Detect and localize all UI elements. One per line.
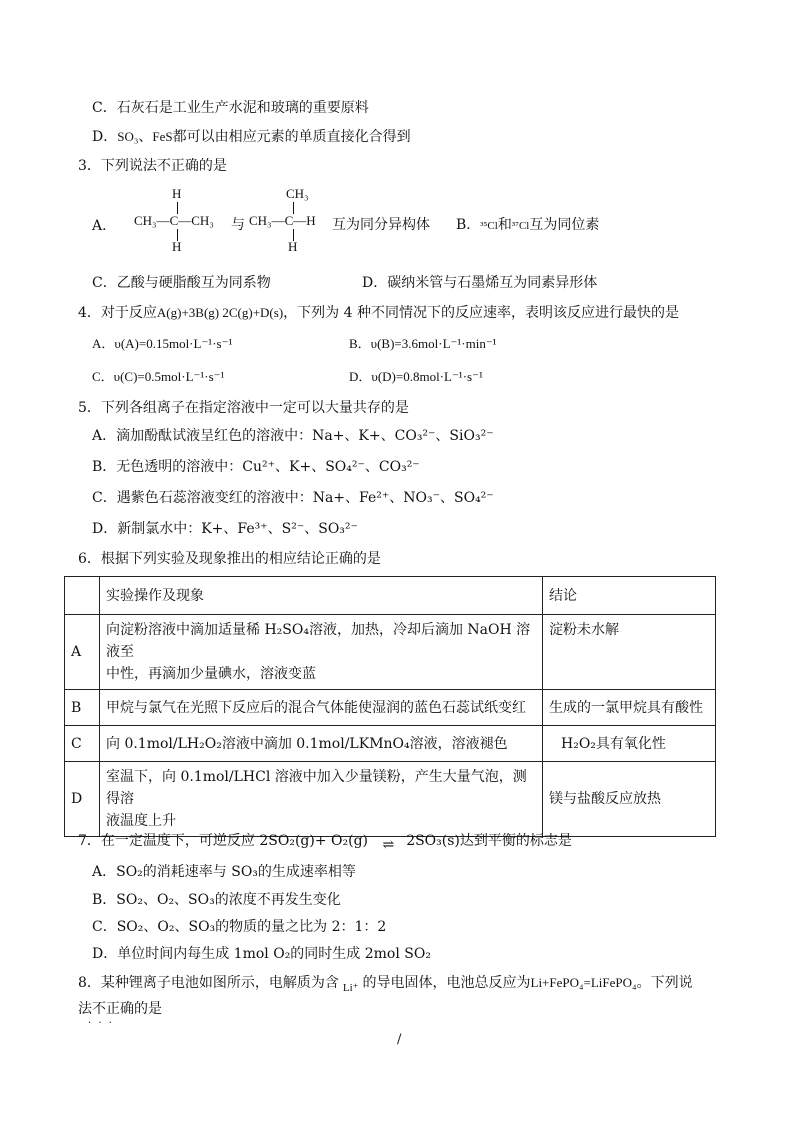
q8-stem-line1 (78, 973, 693, 994)
q2-d-formula-fes: FeS (152, 129, 173, 144)
q5-option-c: C．遇紫色石蕊溶液变红的溶液中：Na+、Fe²⁺、NO₃⁻、SO₄²⁻ (92, 490, 494, 506)
q6-row-c-label: C (65, 726, 100, 762)
q5-option-d: D．新制氯水中：K+、Fe³⁺、S²⁻、SO₃²⁻ (92, 521, 358, 537)
q4-reaction: A(g)+3B(g) 2C(g)+D(s) (156, 305, 284, 320)
page-number: / (397, 1032, 402, 1047)
table-row (65, 615, 716, 690)
equilibrium-arrow-icon: ⇌ (382, 837, 395, 853)
q5-option-a: A．滴加酚酞试液呈红色的溶液中：Na+、K+、CO₃²⁻、SiO₃²⁻ (92, 428, 494, 444)
q3-b-cl35: ³⁵Cl (480, 220, 498, 232)
q8-li-ion: Li⁺ (342, 982, 359, 994)
q3-b-tail: 互为同位素 (529, 217, 600, 233)
q6-row-b-conclusion: 生成的一氯甲烷具有酸性 (543, 690, 716, 726)
q7-option-c: C．SO₂、O₂、SO₃的物质的量之比为 2：1：2 (92, 919, 387, 935)
table-row (65, 690, 716, 726)
q6-stem: 6．根据下列实验及现象推出的相应结论正确的是 (78, 551, 381, 567)
q6-row-d-op-line2: 液温度上升 (106, 813, 176, 829)
q6-row-d-op-line1: 室温下，向 0.1mol/LHCl 溶液中加入少量镁粉，产生大量气泡，测得溶 (106, 769, 527, 807)
q2-option-c: C．石灰石是工业生产水泥和玻璃的重要原料 (92, 100, 369, 116)
q3-a-with: 与 (231, 217, 245, 233)
q8-stem-suffix: 。下列说 (636, 975, 693, 991)
table-row (65, 726, 716, 762)
q6-row-a-conclusion: 淀粉未水解 (543, 615, 716, 690)
q3-a-tail: 互为同分异构体 (332, 217, 430, 233)
q7-stem-prefix: 7．在一定温度下，可逆反应 2SO₂(g)+ O₂(g) (78, 833, 368, 849)
q6-row-a-op-line1: 向淀粉溶液中滴加适量稀 H₂SO₄溶液，加热，冷却后滴加 NaOH 溶液至 (106, 622, 531, 660)
q7-stem (78, 831, 572, 851)
q3-option-d: D．碳纳米管与石墨烯互为同素异形体 (362, 275, 598, 291)
q8-stem-mid: 的导电固体，电池总反应为 (362, 975, 531, 991)
q8-equation: Li+FePO₄=LiFePO₄ (530, 975, 637, 990)
q8-stem-line2: 法不正确的是 (78, 1001, 162, 1017)
q6-row-b-label: B (65, 690, 100, 726)
q8-stem-prefix: 8．某种锂离子电池如图所示，电解质为含 (78, 975, 339, 991)
q6-header-label (65, 577, 100, 615)
q6-row-a-label: A (65, 615, 100, 690)
q4-stem-suffix: ，下列为 4 种不同情况下的反应速率，表明该反应进行最快的是 (283, 305, 679, 321)
q3-option-c: C．乙酸与硬脂酸互为同系物 (92, 275, 271, 291)
q6-row-b-operation: 甲烷与氯气在光照下反应后的混合气体能使湿润的蓝色石蕊试纸变红 (100, 690, 543, 726)
q3-b-and: 和 (497, 217, 512, 233)
q7-option-b: B．SO₂、O₂、SO₃的浓度不再发生变化 (92, 892, 341, 908)
q2-d-formula-so3: SO₃ (117, 129, 139, 144)
q3-mol2-top-ch3: CH₃ (286, 186, 309, 201)
q6-header-operation: 实验操作及现象 (100, 577, 543, 615)
q6-table-header-row (65, 577, 716, 615)
q6-row-a-operation (100, 615, 543, 690)
q4-stem (78, 303, 679, 323)
q3-b-label: B． (456, 217, 481, 233)
q3-b-cl37: ³⁷Cl (511, 220, 530, 232)
q6-row-a-op-line2: 中性，再滴加少量碘水，溶液变蓝 (106, 666, 316, 682)
q3-mol1-top-h: H (172, 186, 182, 201)
q6-row-c-operation: 向 0.1mol/LH₂O₂溶液中滴加 0.1mol/LKMnO₄溶液，溶液褪色 (100, 726, 543, 762)
q3-stem: 3．下列说法不正确的是 (78, 158, 227, 174)
q3-mol1-bottom-h: H (172, 239, 182, 254)
q6-row-d-conclusion: 镁与盐酸反应放热 (543, 762, 716, 837)
q2-d-sep: 、 (138, 129, 153, 145)
q4-option-c: C．υ(C)=0.5mol·L⁻¹·s⁻¹ (92, 369, 225, 384)
q8-emphasis-dots: · · · (88, 1018, 114, 1029)
q7-option-a: A．SO₂的消耗速率与 SO₃的生成速率相等 (92, 864, 356, 880)
q4-option-a: A．υ(A)=0.15mol·L⁻¹·s⁻¹ (92, 336, 233, 351)
q6-row-c-conclusion: H₂O₂具有氧化性 (543, 726, 716, 762)
table-row (65, 762, 716, 837)
q3-mol1-chain: CH₃—C—CH₃ (134, 213, 214, 228)
q6-row-d-operation (100, 762, 543, 837)
q4-option-d: D．υ(D)=0.8mol·L⁻¹·s⁻¹ (349, 369, 483, 384)
q6-row-d-label: D (65, 762, 100, 837)
q7-option-d: D．单位时间内每生成 1mol O₂的同时生成 2mol SO₂ (92, 946, 431, 962)
q3-mol2-bottom-h: H (288, 239, 298, 254)
q6-header-conclusion: 结论 (543, 577, 716, 615)
q3-option-b (456, 215, 599, 236)
q5-option-b: B．无色透明的溶液中：Cu²⁺、K+、SO₄²⁻、CO₃²⁻ (92, 459, 420, 475)
q4-option-b: B．υ(B)=3.6mol·L⁻¹·min⁻¹ (349, 336, 497, 351)
q4-stem-prefix: 4．对于反应 (78, 305, 157, 321)
q2-d-text: 都可以由相应元素的单质直接化合得到 (172, 129, 411, 145)
q3-a-label: A． (92, 218, 117, 234)
q2-option-d (92, 127, 411, 147)
q3-mol2-chain: CH₃—C—H (249, 213, 316, 228)
q6-table (64, 576, 716, 837)
q2-d-label: D． (92, 129, 118, 145)
q7-stem-suffix: 2SO₃(s)达到平衡的标志是 (406, 833, 572, 849)
q5-stem: 5．下列各组离子在指定溶液中一定可以大量共存的是 (78, 400, 409, 416)
